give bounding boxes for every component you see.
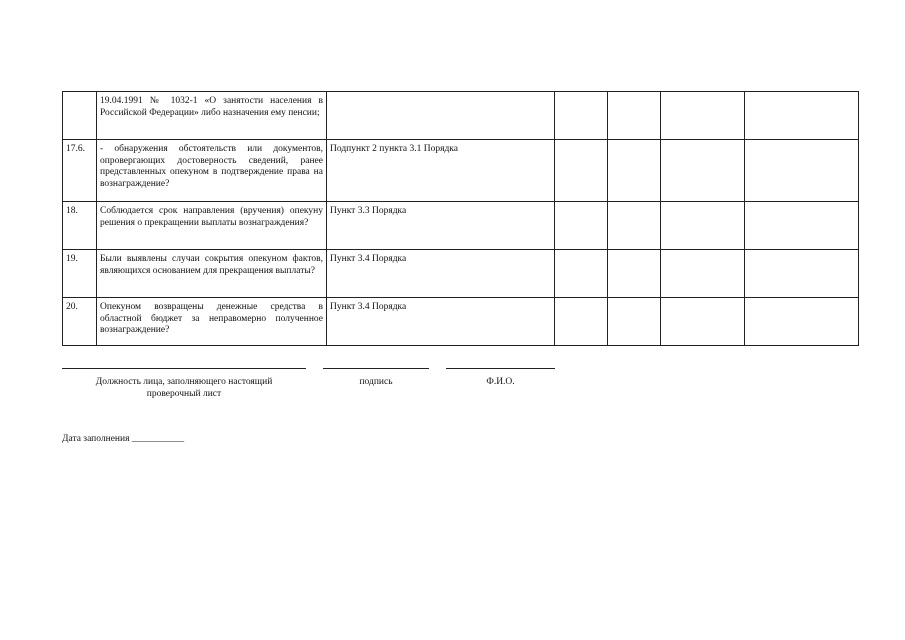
row-question: - обнаружения обстоятельств или документов, опровергающих достоверность сведений, ранее представленных опекуном в подтверждение права на вознаграждение?: [97, 140, 327, 202]
answer-no-cell[interactable]: [608, 140, 661, 202]
answer-na-cell[interactable]: [661, 298, 745, 346]
row-question: Опекуном возвращены денежные средства в областной бюджет за неправомерно полученное вознаграждение?: [97, 298, 327, 346]
table-row: [63, 202, 859, 250]
row-number: 20.: [63, 298, 97, 346]
table-row: [63, 298, 859, 346]
answer-yes-cell[interactable]: [555, 202, 608, 250]
row-reference: [327, 92, 555, 140]
row-reference: Пункт 3.4 Порядка: [327, 298, 555, 346]
answer-no-cell[interactable]: [608, 298, 661, 346]
row-number: 18.: [63, 202, 97, 250]
row-reference: Подпункт 2 пункта 3.1 Порядка: [327, 140, 555, 202]
row-number: 17.6.: [63, 140, 97, 202]
table-row: [63, 250, 859, 298]
table-row: [63, 92, 859, 140]
row-question: Были выявлены случаи сокрытия опекуном фактов, являющихся основанием для прекращения выплаты?: [97, 250, 327, 298]
name-line[interactable]: [446, 368, 555, 369]
answer-no-cell[interactable]: [608, 92, 661, 140]
answer-yes-cell[interactable]: [555, 92, 608, 140]
answer-na-cell[interactable]: [661, 140, 745, 202]
answer-yes-cell[interactable]: [555, 250, 608, 298]
note-cell[interactable]: [745, 92, 859, 140]
note-cell[interactable]: [745, 250, 859, 298]
row-number: 19.: [63, 250, 97, 298]
checklist-table: [62, 91, 859, 346]
signature-caption: подпись: [359, 377, 393, 387]
answer-na-cell[interactable]: [661, 92, 745, 140]
row-number: [63, 92, 97, 140]
fill-date-label[interactable]: Дата заполнения ___________: [62, 434, 185, 444]
row-question: Соблюдается срок направления (вручения) опекуну решения о прекращении выплаты вознаграждения?: [97, 202, 327, 250]
note-cell[interactable]: [745, 202, 859, 250]
position-caption-line1: Должность лица, заполняющего настоящий: [95, 377, 273, 387]
note-cell[interactable]: [745, 298, 859, 346]
row-reference: Пункт 3.4 Порядка: [327, 250, 555, 298]
answer-yes-cell[interactable]: [555, 140, 608, 202]
answer-no-cell[interactable]: [608, 202, 661, 250]
position-caption: [62, 376, 306, 400]
answer-yes-cell[interactable]: [555, 298, 608, 346]
position-caption-line2: проверочный лист: [146, 389, 222, 399]
position-signature-line[interactable]: [62, 368, 306, 369]
answer-na-cell[interactable]: [661, 250, 745, 298]
row-question: 19.04.1991 № 1032-1 «О занятости населения в Российской Федерации» либо назначения ему пенсии;: [97, 92, 327, 140]
answer-na-cell[interactable]: [661, 202, 745, 250]
row-reference: Пункт 3.3 Порядка: [327, 202, 555, 250]
answer-no-cell[interactable]: [608, 250, 661, 298]
name-caption: Ф.И.О.: [486, 377, 515, 387]
signature-line[interactable]: [323, 368, 429, 369]
note-cell[interactable]: [745, 140, 859, 202]
table-row: [63, 140, 859, 202]
